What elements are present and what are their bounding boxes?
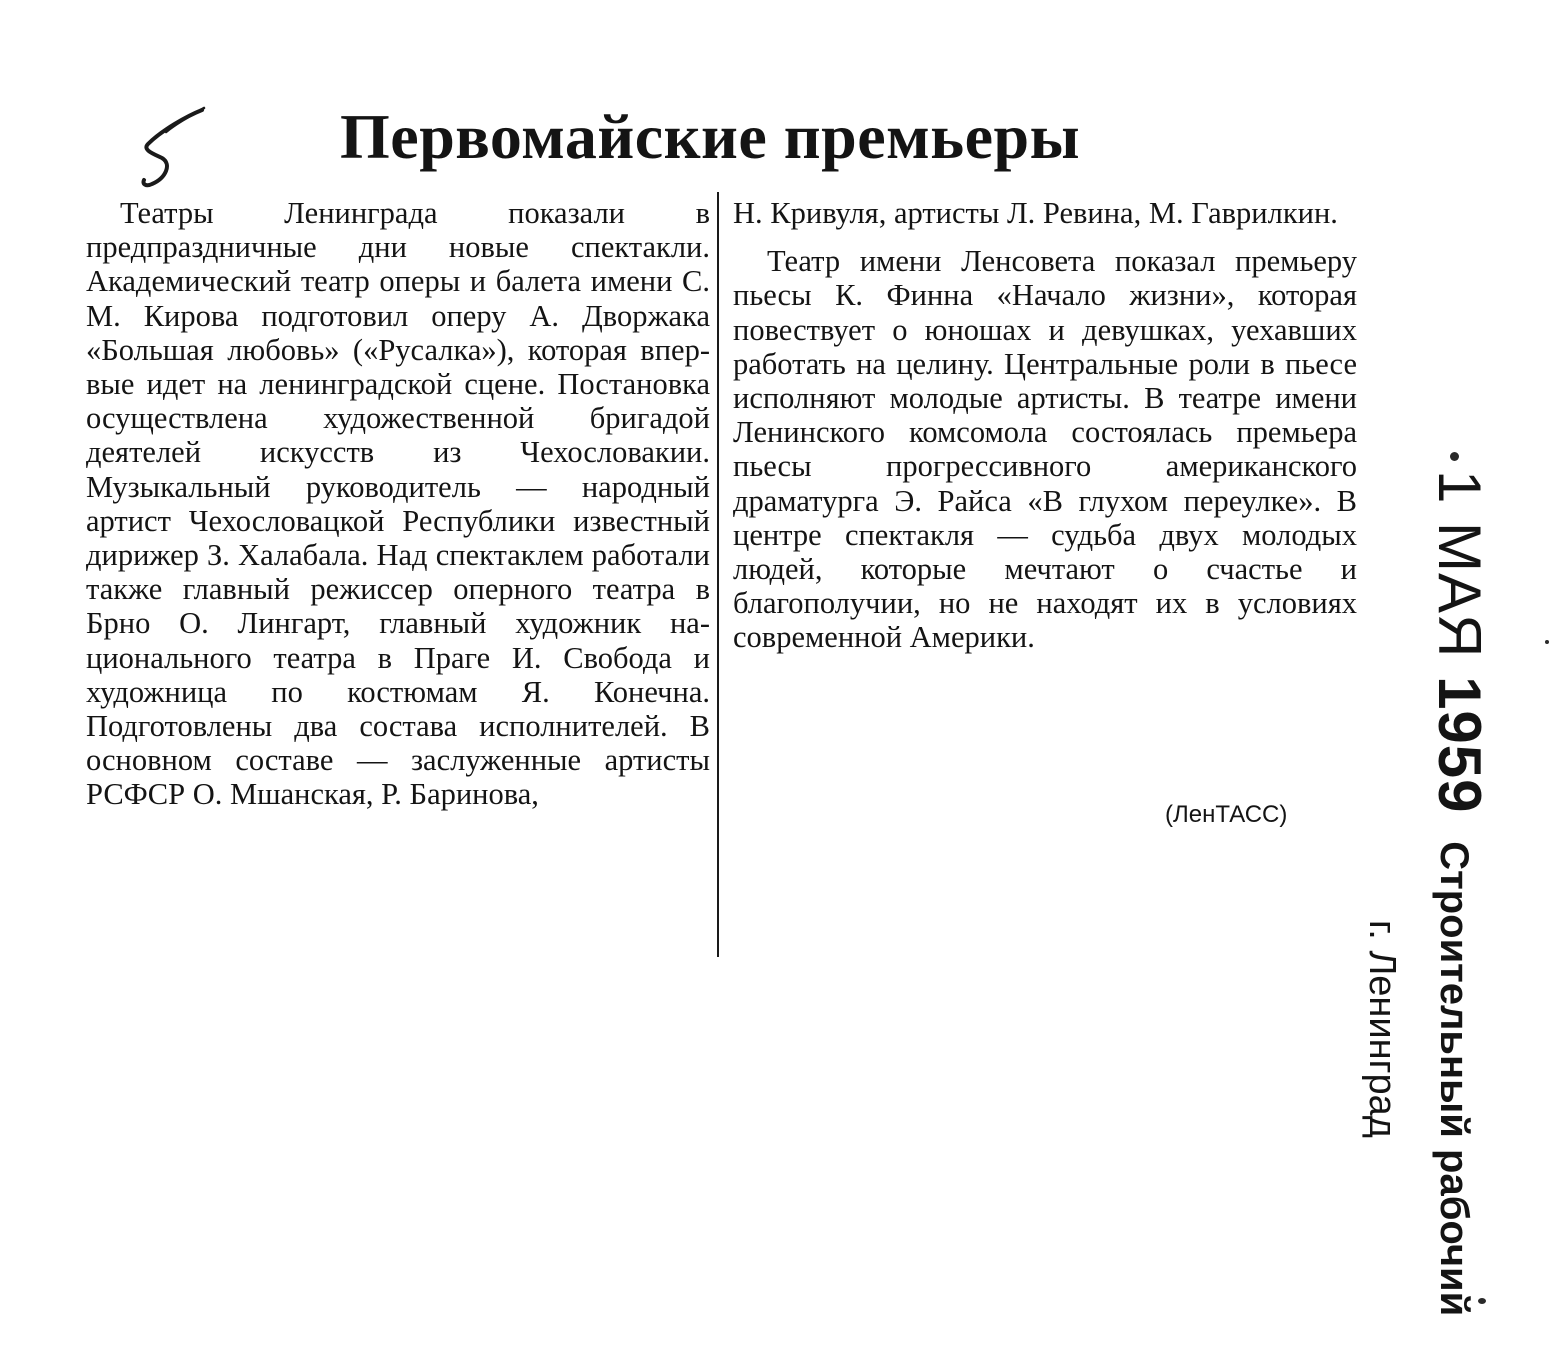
print-speck [1478,1298,1486,1304]
column-divider [717,192,719,957]
print-speck [1450,452,1459,461]
headline: Первомайские премьеры [340,101,1081,172]
left-paragraph-1: Театры Ленинграда показали в предпраздничные дни новые спектакли. Академический театр оперы и балета имени С. М. Кирова подготовил оперу А. Дворжака «Большая любовь» («Русалка»), которая впервые идет на ленинградской сцене. Постановка осуществлена художественной бригадой деятелей искусств из Чехословакии. Музыкальный руководитель — народный артист Чехословацкой Республики известный дирижер З. Халабала. Над спектаклем работали также главный режиссер оперного театра в Брно О. Лингарт, главный художник национального театра в Праге И. Свобода и художница по костюмам Я. Конечна. Подготовлены два состава исполнителей. В основном составе — заслуженные артисты РСФСР О. Мшанская, Р. Баринова, [86,196,710,812]
print-speck [1545,640,1549,644]
stamp-month: МАЯ [1426,522,1493,659]
agency-signoff: (ЛенТАСС) [1165,801,1288,828]
right-paragraph-2: Театр имени Ленсовета показал премьеру пьесы К. Финна «Начало жизни», которая повествует о юношах и девушках, уехавших работать на целину. Центральные роли в пьесе исполняют молодые артисты. В театре имени Ленинского комсомола состоялась премьера пьесы прогрессивного американского драматурга Э. Райса «В глухом переулке». В центре спектакля — судьба двух молодых людей, которые мечтают о счастье и благополучии, но не находят их в условиях современной Америки. [733,244,1357,655]
right-column [733,196,1357,655]
stamp-day: 1 [1426,470,1493,505]
stamp-newspaper: Строительный рабочий [1432,841,1476,1317]
stamp-city: г. Ленинград [1361,920,1403,1138]
handwritten-number-mark [132,104,212,194]
right-paragraph-continuation: Н. Кривуля, артисты Л. Ревина, М. Гаврилкин. [733,196,1338,230]
stamp-year: 1959 [1426,676,1493,814]
left-column [86,196,710,812]
date-stamp [1426,470,1492,1316]
